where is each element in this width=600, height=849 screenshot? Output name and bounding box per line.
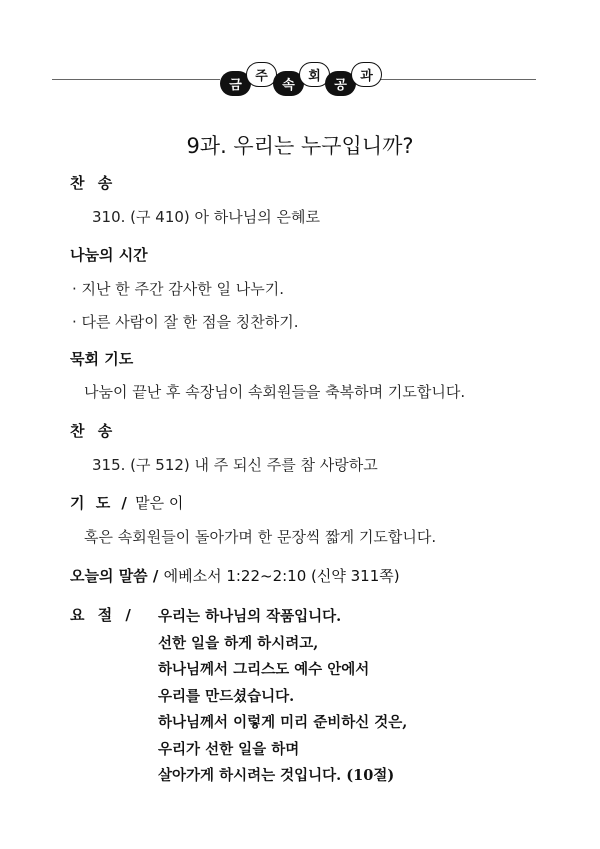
header-rule-right bbox=[380, 79, 536, 80]
opening-prayer-text: 나눔이 끝난 후 속장님이 속회원들을 축복하며 기도합니다. bbox=[84, 383, 466, 401]
todays-word-reference: 에베소서 1:22~2:10 (신약 311쪽) bbox=[163, 567, 400, 585]
hymn-text-1: 310. (구 410) 아 하나님의 은혜로 bbox=[92, 208, 320, 226]
lesson-title: 9과. 우리는 누구입니까? bbox=[186, 134, 414, 158]
header-rule-left bbox=[52, 79, 220, 80]
memory-verse-heading: 요 절 / bbox=[70, 606, 135, 624]
todays-word-label: 오늘의 말씀 / bbox=[70, 567, 159, 585]
banner-char-4: 회 bbox=[299, 62, 330, 87]
memory-verse-body bbox=[158, 604, 407, 790]
memory-verse-line: 하나님께서 이렇게 미리 준비하신 것은, bbox=[158, 714, 408, 731]
sharing-item-1: · 지난 한 주간 감사한 일 나누기. bbox=[72, 280, 285, 298]
sharing-heading: 나눔의 시간 bbox=[70, 246, 148, 264]
hymn-heading-1: 찬 송 bbox=[70, 174, 117, 192]
memory-verse-line: 우리가 선한 일을 하며 bbox=[158, 740, 300, 758]
hymn-heading-2: 찬 송 bbox=[70, 422, 117, 440]
banner-char-2: 주 bbox=[246, 62, 277, 87]
memory-verse-line: 선한 일을 하게 하시려고, bbox=[158, 634, 319, 652]
prayer-heading bbox=[70, 492, 183, 513]
todays-word-heading bbox=[70, 565, 400, 586]
sharing-item-2: · 다른 사람이 잘 한 점을 칭찬하기. bbox=[72, 313, 299, 331]
memory-verse-line: 하나님께서 그리스도 예수 안에서 bbox=[158, 661, 370, 678]
section-banner bbox=[218, 56, 383, 106]
memory-verse-line: 살아가게 하시려는 것입니다. (10절) bbox=[158, 767, 395, 784]
prayer-assignee: 맡은 이 bbox=[135, 494, 184, 512]
banner-char-1: 금 bbox=[220, 71, 251, 96]
banner-char-5: 공 bbox=[325, 71, 356, 96]
banner-char-3: 속 bbox=[273, 71, 304, 96]
prayer-heading-label: 기 도 / bbox=[70, 494, 130, 512]
prayer-text: 혹은 속회원들이 돌아가며 한 문장씩 짧게 기도합니다. bbox=[84, 528, 437, 546]
hymn-text-2: 315. (구 512) 내 주 되신 주를 참 사랑하고 bbox=[92, 456, 378, 474]
opening-prayer-heading: 묵회 기도 bbox=[70, 350, 134, 368]
memory-verse-line: 우리를 만드셨습니다. bbox=[158, 687, 295, 705]
banner-char-6: 과 bbox=[351, 62, 382, 87]
memory-verse-line: 우리는 하나님의 작품입니다. bbox=[158, 608, 342, 625]
